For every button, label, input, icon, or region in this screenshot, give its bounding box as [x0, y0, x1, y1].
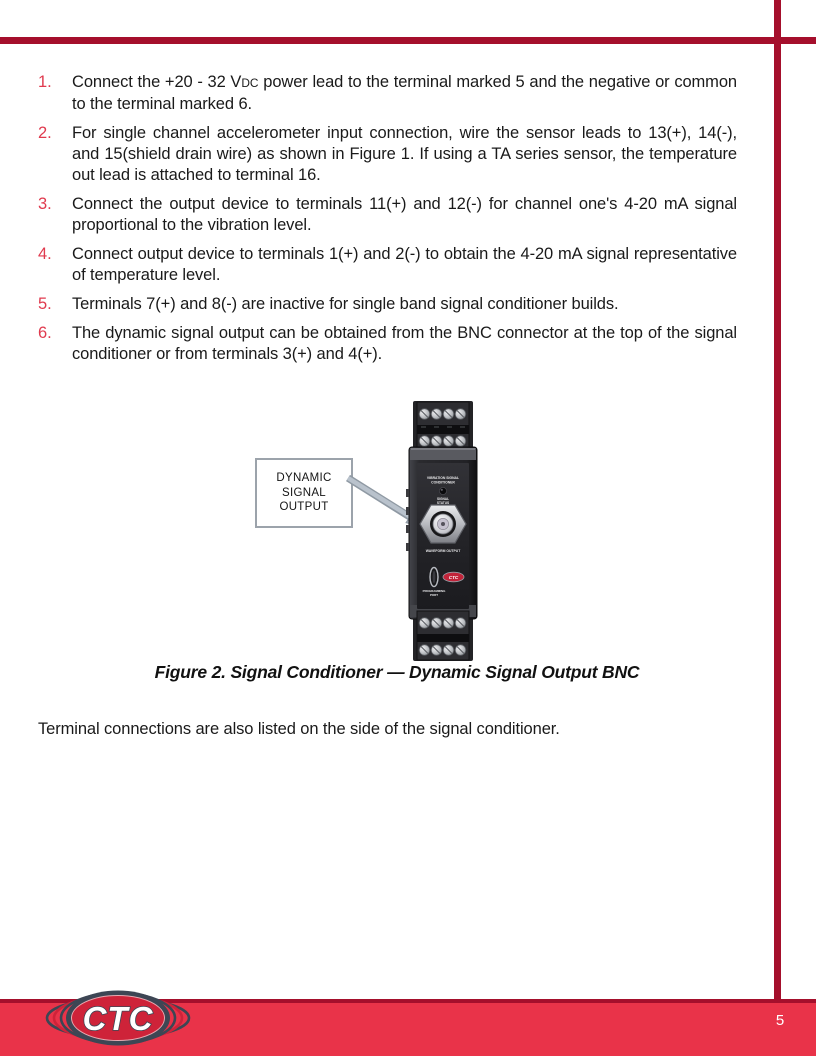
callout-text	[276, 471, 331, 515]
list-number: 5.	[38, 295, 52, 313]
led-label-line2: STATUS	[436, 501, 450, 506]
list-item-text: The dynamic signal output can be obtained from the BNC connector at the top of the signal conditioner or from terminals 3(+) and 4(+).	[72, 324, 737, 363]
list-number: 6.	[38, 324, 52, 342]
list-number: 3.	[38, 195, 52, 213]
list-item-text: Connect output device to terminals 1(+) and 2(-) to obtain the 4-20 mA signal representative of temperature level.	[72, 245, 737, 284]
list-item-text: Connect the output device to terminals 11(+) and 12(-) for channel one's 4-20 mA signal proportional to the vibration level.	[72, 195, 737, 234]
top-rule	[0, 37, 816, 44]
list-number: 2.	[38, 124, 52, 142]
logo-text: CTC	[82, 1000, 154, 1037]
device-top-chamfer	[410, 448, 476, 460]
list-item-5	[38, 294, 737, 315]
list-number: 4.	[38, 245, 52, 263]
list-item-text: For single channel accelerometer input connection, wire the sensor leads to 13(+), 14(-), and 15(shield drain wire) as shown in Figure 1. If using a TA series sensor, the temperature out lead is attached to terminal 16.	[72, 124, 737, 184]
vdc-subscript: DC	[241, 76, 259, 90]
list-item-text: Connect the +20 - 32 V	[72, 73, 242, 91]
body-paragraph: Terminal connections are also listed on the side of the signal conditioner.	[38, 720, 560, 738]
port-label-line2: PORT	[429, 593, 439, 598]
callout-line: SIGNAL	[282, 486, 326, 499]
list-item-3	[38, 194, 737, 236]
device-brand-logo	[443, 572, 464, 582]
device-brand-text: CTC	[448, 574, 459, 580]
device-title-line1: VIBRATION SIGNAL	[426, 476, 460, 480]
page-number: 5	[775, 1012, 785, 1029]
programming-port	[430, 568, 438, 587]
list-item-text: Terminals 7(+) and 8(-) are inactive for single band signal conditioner builds.	[72, 295, 619, 313]
led-label-line1: SIGNAL	[436, 497, 450, 501]
bottom-terminal-block	[417, 611, 469, 660]
callout-line: DYNAMIC	[276, 472, 332, 485]
port-label-line1: PROGRAMMING	[422, 589, 446, 593]
figure-caption: Figure 2. Signal Conditioner — Dynamic Signal Output BNC	[154, 662, 640, 682]
signal-conditioner-image	[404, 401, 482, 663]
top-terminal-block	[417, 402, 469, 452]
ctc-logo	[44, 986, 196, 1050]
list-item-1	[38, 72, 737, 115]
instruction-list	[38, 72, 737, 373]
device-title-line2: CONDITIONER	[431, 480, 455, 485]
bnc-label: WAVEFORM OUTPUT	[425, 549, 461, 553]
list-item-text: power lead to the terminal marked 5 and the negative or common to the terminal marked 6.	[72, 73, 737, 113]
list-number: 1.	[38, 73, 52, 91]
callout-line: OUTPUT	[279, 501, 329, 514]
list-item-2	[38, 123, 737, 186]
right-rule	[774, 0, 781, 1003]
list-item-4	[38, 244, 737, 286]
status-led	[439, 487, 446, 494]
list-item-6	[38, 323, 737, 365]
